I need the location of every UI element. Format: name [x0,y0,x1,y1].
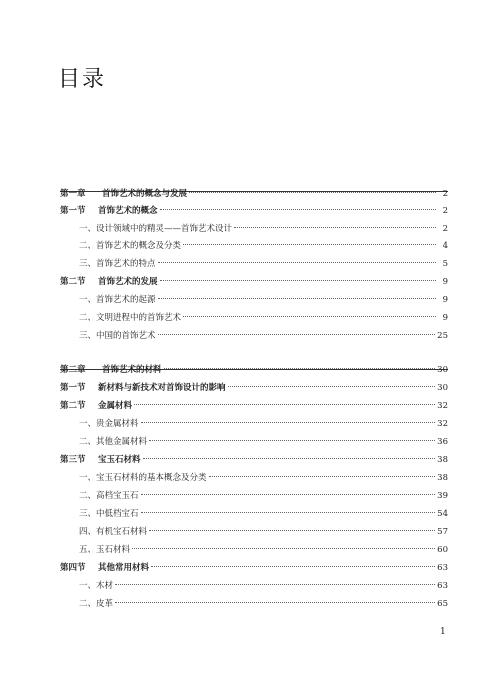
dot-leader [183,316,436,317]
toc-title: 一、贵金属材料 [79,419,139,429]
toc-item [60,471,448,485]
toc-page: 9 [442,277,448,287]
toc-title: 二、文明进程中的首饰艺术 [79,313,182,323]
toc-section [60,399,448,413]
toc-label [79,597,113,611]
toc-item [60,222,448,236]
dot-leader [158,298,436,299]
dot-leader [115,584,435,585]
toc-page: 2 [442,224,448,234]
toc-page: 38 [437,455,448,465]
dot-leader [149,440,435,441]
toc-label [60,204,158,218]
toc-page: 9 [442,313,448,323]
toc-label [79,471,207,485]
toc-page: 39 [437,491,448,501]
dot-leader [132,548,435,549]
toc-title: 金属材料 [98,401,133,411]
dot-leader [143,458,436,459]
toc-title: 首饰艺术的概念与发展 [102,189,188,199]
toc-label [60,381,226,395]
toc-label [79,525,147,539]
toc-page: 25 [437,331,448,341]
toc-item [60,417,448,431]
toc-title: 三、中国的首饰艺术 [79,331,156,341]
toc-label [79,543,130,557]
toc-title: 宝玉石材料 [98,455,141,465]
toc-label [79,257,156,271]
toc-label [79,579,113,593]
toc-item [60,311,448,325]
toc-title: 一、宝玉石材料的基本概念及分类 [79,473,207,483]
toc-section [60,561,448,575]
toc-page: 63 [437,581,448,591]
toc-section [60,453,448,467]
toc-item [60,597,448,611]
toc-title: 首饰艺术的概念 [98,206,158,216]
toc-page: 2 [442,206,448,216]
toc-page: 30 [437,383,448,393]
toc-title: 五、玉石材料 [79,545,131,555]
toc-page: 32 [437,419,448,429]
dot-leader [115,602,435,603]
toc-page: 2 [442,189,448,199]
dot-leader [134,404,435,405]
toc-section [60,381,448,395]
toc-label [60,275,158,289]
toc-label [79,489,139,503]
toc-chapter [60,363,448,377]
toc-page: 57 [437,527,448,537]
toc-number: 第三节 [60,455,86,465]
toc-title: 二、高档宝玉石 [79,491,139,501]
toc-page: 36 [437,437,448,447]
toc-title: 一、设计领域中的精灵——首饰艺术设计 [79,224,233,234]
dot-leader [141,512,436,513]
dot-leader [151,566,435,567]
dot-leader [160,209,436,210]
dot-leader [141,422,436,423]
toc-title: 二、首饰艺术的概念及分类 [79,241,182,251]
toc-page: 60 [437,545,448,555]
toc-chapter [60,187,448,201]
toc-page: 5 [442,259,448,269]
toc-number: 第二章 [60,365,86,375]
dot-leader [149,530,435,531]
toc-item [60,435,448,449]
toc-section [60,275,448,289]
toc-page: 32 [437,401,448,411]
dot-leader [158,262,436,263]
toc-title: 二、其他金属材料 [79,437,148,447]
toc-label [60,453,141,467]
toc-page: 63 [437,563,448,573]
toc-page: 65 [437,599,448,609]
dot-leader [158,334,436,335]
toc-number: 第一节 [60,383,86,393]
toc-number: 第一节 [60,206,86,216]
dot-leader [164,368,436,369]
toc-title: 一、木材 [79,581,114,591]
page-title: 目录 [58,67,107,92]
toc-item [60,293,448,307]
toc-page: 54 [437,509,448,519]
toc-section [60,204,448,218]
toc-label [79,222,232,236]
toc-number: 第二节 [60,277,86,287]
toc-label [60,561,149,575]
dot-leader [228,386,436,387]
toc-label [79,329,156,343]
dot-leader [234,227,436,228]
toc-item [60,543,448,557]
dot-leader [189,192,436,193]
toc-label [79,507,139,521]
dot-leader [141,494,436,495]
toc-label [79,311,181,325]
toc-title: 首饰艺术的材料 [102,365,162,375]
toc-label [79,417,139,431]
dot-leader [209,476,436,477]
toc-title: 二、皮革 [79,599,114,609]
toc-item [60,525,448,539]
toc-item [60,239,448,253]
toc-label [79,293,156,307]
toc-title: 三、首饰艺术的特点 [79,259,156,269]
toc-label [60,363,162,377]
toc-number: 第四节 [60,563,86,573]
toc-title: 三、中低档宝石 [79,509,139,519]
toc-page: 38 [437,473,448,483]
dot-leader [160,280,436,281]
toc-page: 4 [442,241,448,251]
toc-title: 首饰艺术的发展 [98,277,158,287]
toc-label [79,239,181,253]
toc-item [60,507,448,521]
toc-title: 其他常用材料 [98,563,150,573]
toc-item [60,579,448,593]
toc-title: 一、首饰艺术的起源 [79,295,156,305]
toc-label [60,187,187,201]
toc-label [79,435,147,449]
toc-item [60,489,448,503]
page-number: 1 [440,627,446,637]
toc-item [60,329,448,343]
toc-title: 新材料与新技术对首饰设计的影响 [98,383,226,393]
toc-page: 30 [437,365,448,375]
dot-leader [183,244,436,245]
toc-page: 9 [442,295,448,305]
toc-label [60,399,132,413]
toc-number: 第二节 [60,401,86,411]
toc-title: 四、有机宝石材料 [79,527,148,537]
toc-item [60,257,448,271]
toc-number: 第一章 [60,189,86,199]
